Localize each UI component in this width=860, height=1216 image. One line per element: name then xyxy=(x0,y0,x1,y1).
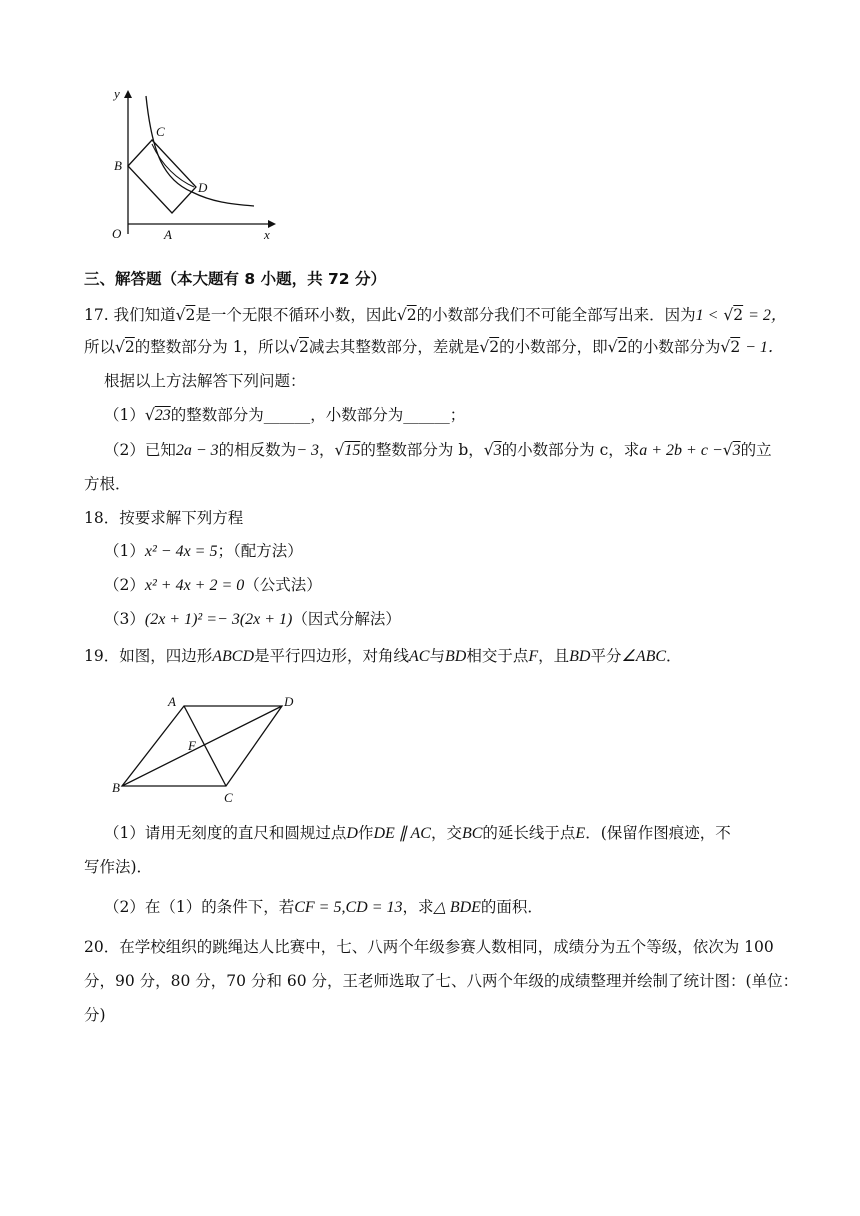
q20-line1: 20．在学校组织的跳绳达人比赛中，七、八两个年级参赛人数相同，成绩分为五个等级，依次为 100 xyxy=(84,938,774,956)
q17-line3: 根据以上方法解答下列问题： xyxy=(104,372,306,390)
q19-part2: （2）在（1）的条件下，若CF = 5,CD = 13，求△ BDE的面积． xyxy=(104,898,543,916)
text: 17. 我们知道 xyxy=(84,306,176,324)
figure-parallelogram xyxy=(106,690,306,808)
q17-part2: （2）已知2a − 3的相反数为− 3，√15的整数部分为 b，√3的小数部分为 c，求a + 2b + c −√3的立 xyxy=(104,441,772,459)
figure-coordinate-hyperbola xyxy=(100,84,280,244)
point-b-label: B xyxy=(114,158,122,173)
q20-line2: 分，90 分，80 分，70 分和 60 分，王老师选取了七、八两个年级的成绩整理并绘制了统计图：(单位： xyxy=(84,972,799,990)
point-a-label: A xyxy=(164,227,172,242)
point-d-label: D xyxy=(198,180,208,195)
q17-line1: 17. 我们知道√2是一个无限不循环小数，因此√2的小数部分我们不可能全部写出来．因为1 < √2 = 2， xyxy=(84,306,787,324)
text: 的小数部分我们不可能全部写出来．因为 xyxy=(416,306,696,324)
q19-line1: 19．如图，四边形ABCD是平行四边形，对角线AC与BD相交于点F，且BD平分∠ABC． xyxy=(84,647,682,665)
para-point-b: B xyxy=(112,780,120,795)
para-point-c: C xyxy=(224,790,233,805)
math: = 2， xyxy=(748,307,787,324)
point-c-label: C xyxy=(156,124,165,139)
sqrt: √2 xyxy=(175,306,196,324)
para-point-f: F xyxy=(188,738,196,753)
text: 是一个无限不循环小数，因此 xyxy=(195,306,397,324)
q19-part1-cont: 写作法)． xyxy=(84,858,153,876)
q18-part3: （3）(2x + 1)² =− 3(2x + 1)（因式分解法） xyxy=(104,610,401,628)
x-axis-label: x xyxy=(264,227,270,242)
origin-label: O xyxy=(112,226,122,241)
q17-part1: （1）√23的整数部分为______，小数部分为______； xyxy=(104,406,466,424)
q18-part2: （2）x² + 4x + 2 = 0（公式法） xyxy=(104,576,322,594)
q17-part2-cont: 方根． xyxy=(84,475,131,493)
section-heading: 三、解答题（本大题有 8 小题，共 72 分） xyxy=(84,270,386,288)
para-point-d: D xyxy=(284,694,294,709)
q18-part1: （1）x² − 4x = 5；（配方法） xyxy=(104,542,303,560)
y-axis-label: y xyxy=(114,86,120,101)
q20-line3: 分) xyxy=(84,1006,106,1024)
q19-part1: （1）请用无刻度的直尺和圆规过点D作DE ∥ AC，交BC的延长线于点E．(保留作图痕迹，不 xyxy=(104,824,731,842)
q18-title: 18．按要求解下列方程 xyxy=(84,509,244,527)
para-point-a: A xyxy=(168,694,176,709)
q17-line2: 所以√2的整数部分为 1，所以√2减去其整数部分，差就是√2的小数部分，即√2的小数部分为√2 − 1． xyxy=(84,338,784,356)
math: 1 < xyxy=(695,307,719,324)
